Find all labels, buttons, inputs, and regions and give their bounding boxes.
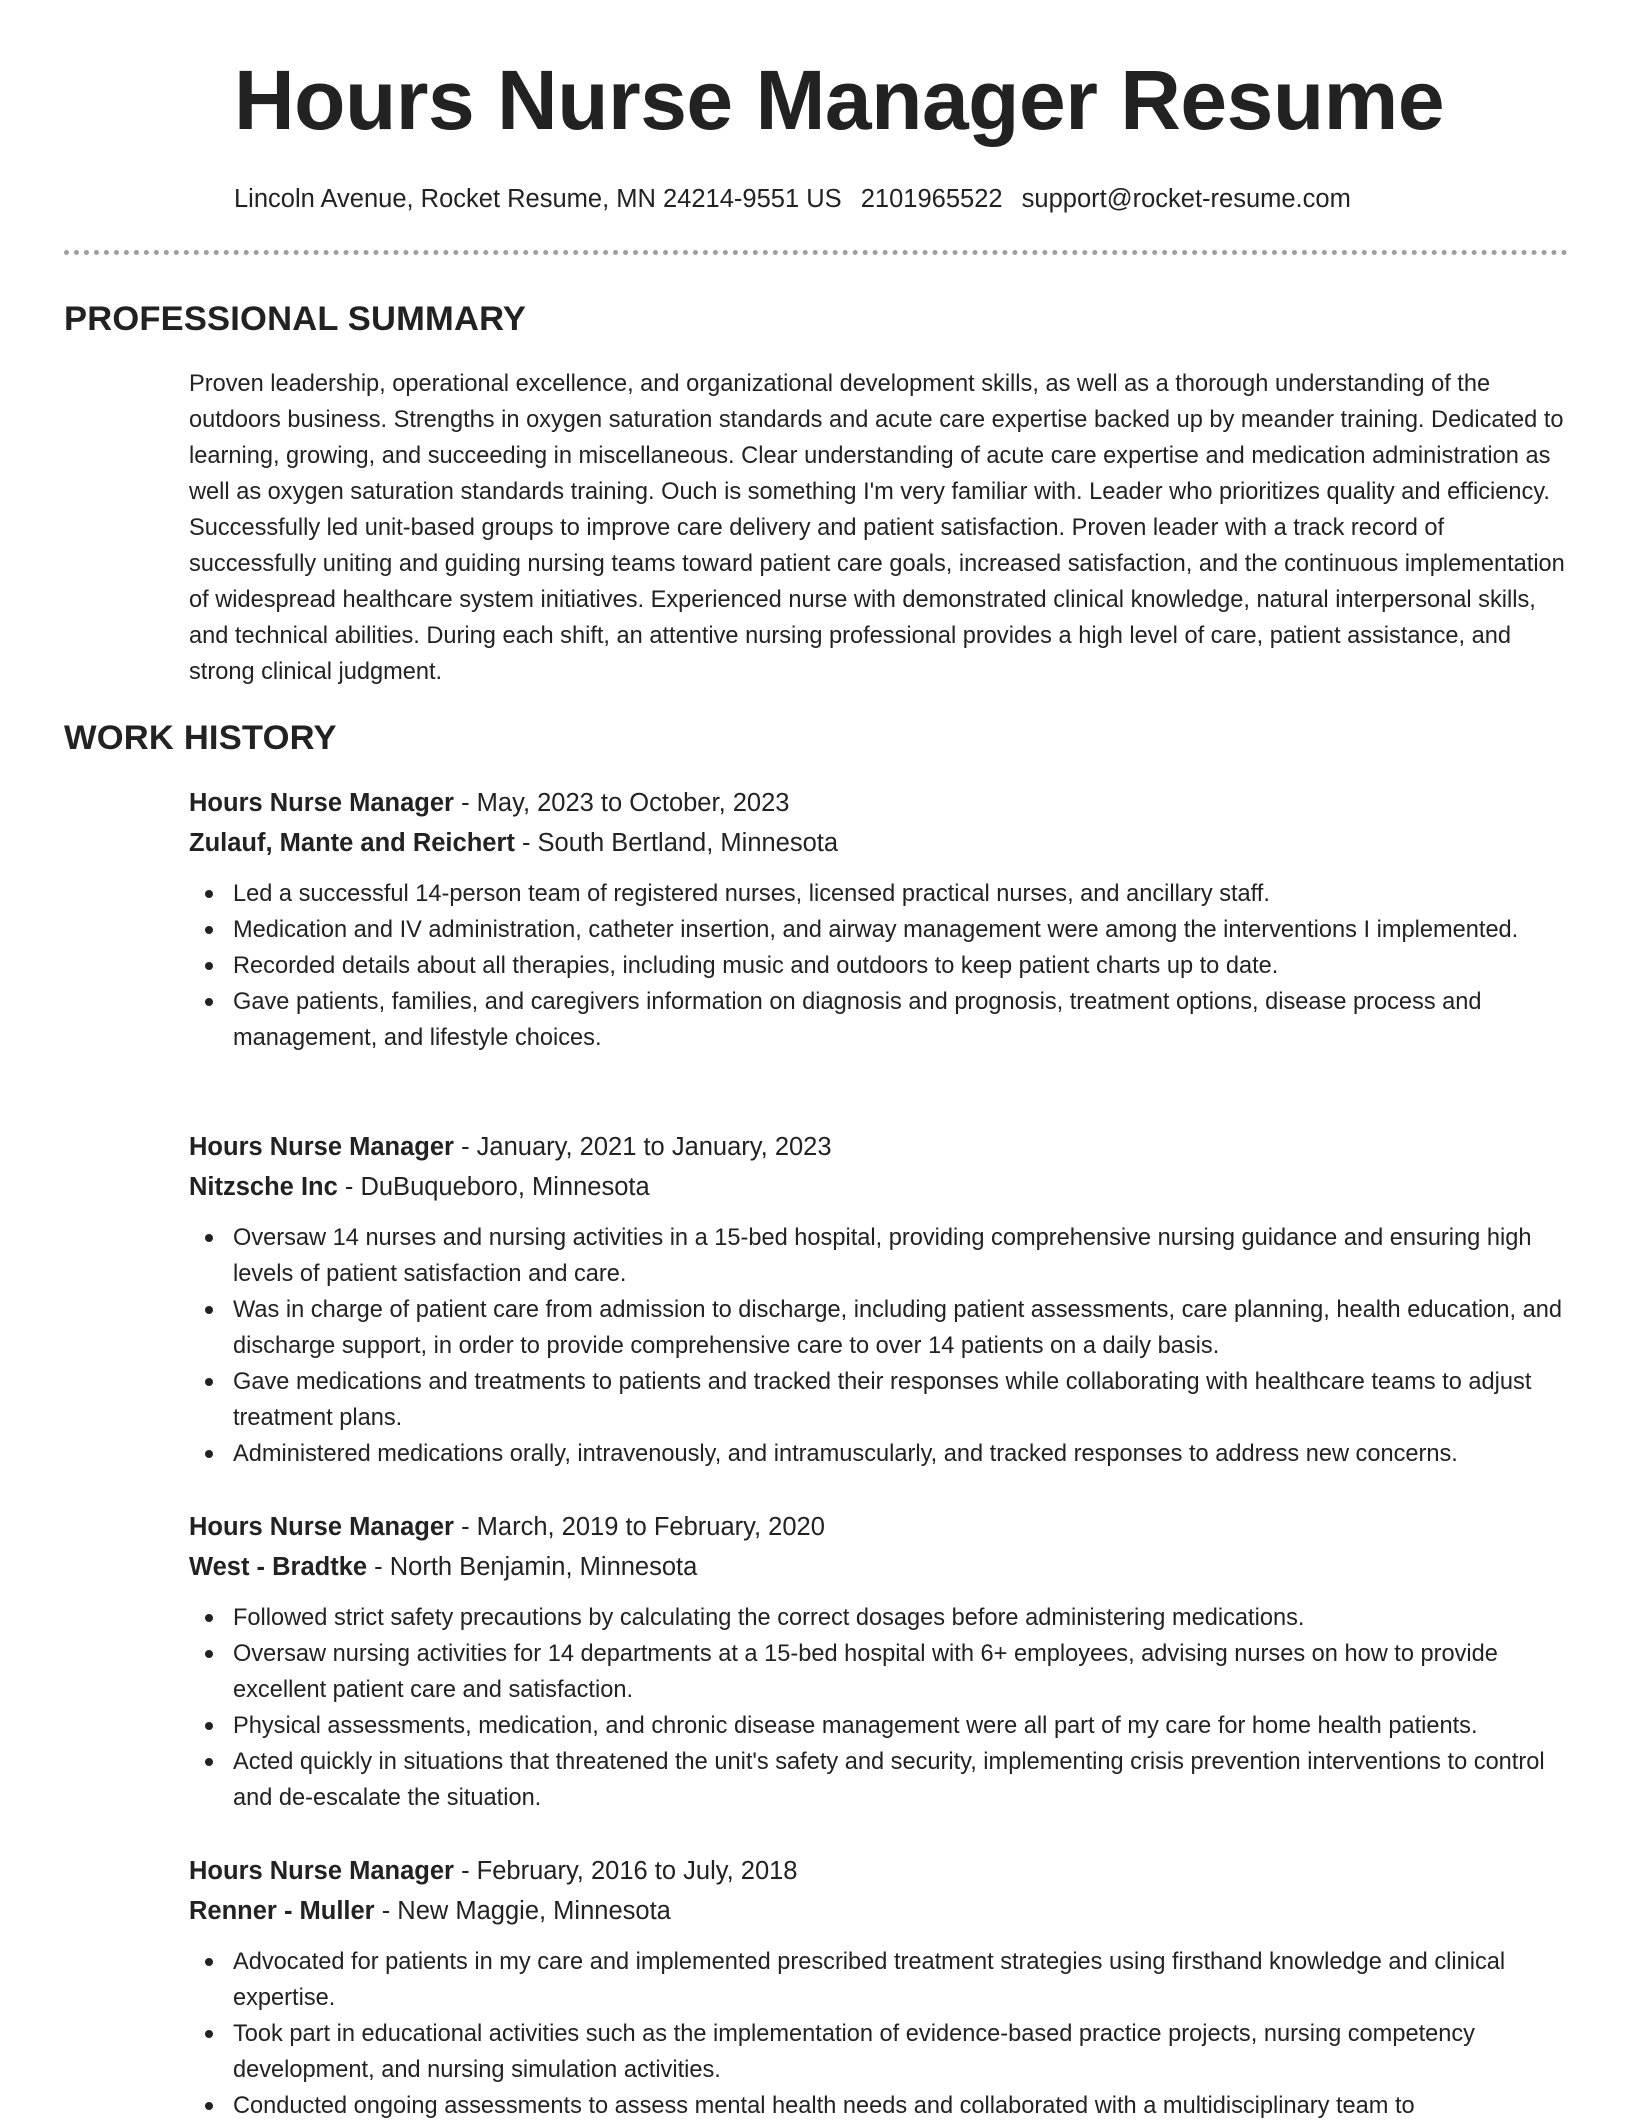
job-title-line	[189, 1851, 1569, 1891]
summary-text: Proven leadership, operational excellence, and organizational development skills, as well as a thorough understanding of the outdoors business. Strengths in oxygen saturation standards and acute care expertise backed up by meander training. Dedicated to learning, growing, and succeeding in miscellaneous. Clear understanding of acute care expertise and medication administration as well as oxygen saturation standards training. Ouch is something I'm very familiar with. Leader who prioritizes quality and efficiency. Successfully led unit-based groups to improve care delivery and patient satisfaction. Proven leader with a track record of successfully uniting and guiding nursing teams toward patient care goals, increased satisfaction, and the continuous implementation of widespread healthcare system initiatives. Experienced nurse with demonstrated clinical knowledge, natural interpersonal skills, and technical abilities. During each shift, an attentive nursing professional provides a high level of care, patient assistance, and strong clinical judgment.	[189, 371, 1565, 685]
job-bullet: Took part in educational activities such as the implementation of evidence-based practice projects, nursing competency development, and nursing simulation activities.	[233, 2016, 1569, 2088]
job-entry	[189, 1851, 1569, 2124]
job-location: - South Bertland, Minnesota	[514, 829, 839, 857]
job-bullet: Advocated for patients in my care and implemented prescribed treatment strategies using firsthand knowledge and clinical expertise.	[233, 1944, 1569, 2016]
job-company-line	[189, 823, 1569, 863]
job-role: Hours Nurse Manager	[189, 789, 454, 817]
job-dates: - February, 2016 to July, 2018	[454, 1857, 798, 1885]
job-role: Hours Nurse Manager	[189, 1513, 454, 1541]
job-company: Nitzsche Inc	[189, 1173, 338, 1201]
job-company-line	[189, 1891, 1569, 1931]
job-company-line	[189, 1547, 1569, 1587]
job-company-line	[189, 1167, 1569, 1207]
job-bullet: Conducted ongoing assessments to assess mental health needs and collaborated with a multidisciplinary team to	[233, 2088, 1569, 2124]
work-history-heading: WORK HISTORY	[64, 719, 337, 757]
job-bullets	[189, 1220, 1569, 1472]
job-bullet: Gave patients, families, and caregivers information on diagnosis and prognosis, treatment options, disease process and management, and lifestyle choices.	[233, 984, 1569, 1056]
job-bullet: Recorded details about all therapies, including music and outdoors to keep patient charts up to date.	[233, 948, 1569, 984]
header-divider	[64, 250, 1568, 255]
job-dates: - March, 2019 to February, 2020	[454, 1513, 825, 1541]
job-bullet: Physical assessments, medication, and chronic disease management were all part of my care for home health patients.	[233, 1708, 1569, 1744]
job-company: Zulauf, Mante and Reichert	[189, 829, 515, 857]
job-title-line	[189, 1507, 1569, 1547]
job-bullet: Was in charge of patient care from admission to discharge, including patient assessments, care planning, health education, and discharge support, in order to provide comprehensive care to over 14 patients on a daily basis.	[233, 1292, 1569, 1364]
job-title-line	[189, 783, 1569, 823]
contact-phone: 2101965522	[860, 185, 1003, 213]
job-dates: - May, 2023 to October, 2023	[454, 789, 790, 817]
job-role: Hours Nurse Manager	[189, 1133, 454, 1161]
job-bullet: Followed strict safety precautions by calculating the correct dosages before administering medications.	[233, 1600, 1569, 1636]
summary-heading: PROFESSIONAL SUMMARY	[64, 300, 527, 338]
job-title-line	[189, 1127, 1569, 1167]
job-bullet: Led a successful 14-person team of registered nurses, licensed practical nurses, and ancillary staff.	[233, 876, 1569, 912]
job-location: - North Benjamin, Minnesota	[367, 1553, 698, 1581]
job-bullets	[189, 1600, 1569, 1816]
contact-email: support@rocket-resume.com	[1021, 185, 1351, 213]
job-location: - New Maggie, Minnesota	[374, 1897, 671, 1925]
job-dates: - January, 2021 to January, 2023	[454, 1133, 832, 1161]
job-role: Hours Nurse Manager	[189, 1857, 454, 1885]
job-bullet: Acted quickly in situations that threatened the unit's safety and security, implementing crisis prevention interventions to control and de-escalate the situation.	[233, 1744, 1569, 1816]
resume-title: Hours Nurse Manager Resume	[234, 53, 1445, 147]
job-bullet: Medication and IV administration, catheter insertion, and airway management were among the interventions I implemented.	[233, 912, 1569, 948]
job-bullet: Oversaw 14 nurses and nursing activities in a 15-bed hospital, providing comprehensive nursing guidance and ensuring high levels of patient satisfaction and care.	[233, 1220, 1569, 1292]
job-bullets	[189, 876, 1569, 1056]
job-location: - DuBuqueboro, Minnesota	[337, 1173, 650, 1201]
job-bullet: Gave medications and treatments to patients and tracked their responses while collaborating with healthcare teams to adjust treatment plans.	[233, 1364, 1569, 1436]
contact-address: Lincoln Avenue, Rocket Resume, MN 24214-9551 US	[234, 185, 842, 213]
job-entry	[189, 1127, 1569, 1472]
job-entry	[189, 783, 1569, 1056]
job-company: West - Bradtke	[189, 1553, 368, 1581]
job-company: Renner - Muller	[189, 1897, 375, 1925]
job-entry	[189, 1507, 1569, 1816]
job-bullets	[189, 1944, 1569, 2124]
job-bullet: Administered medications orally, intravenously, and intramuscularly, and tracked responses to address new concerns.	[233, 1436, 1569, 1472]
job-bullet: Oversaw nursing activities for 14 departments at a 15-bed hospital with 6+ employees, advising nurses on how to provide excellent patient care and satisfaction.	[233, 1636, 1569, 1708]
contact-line	[234, 180, 1363, 218]
